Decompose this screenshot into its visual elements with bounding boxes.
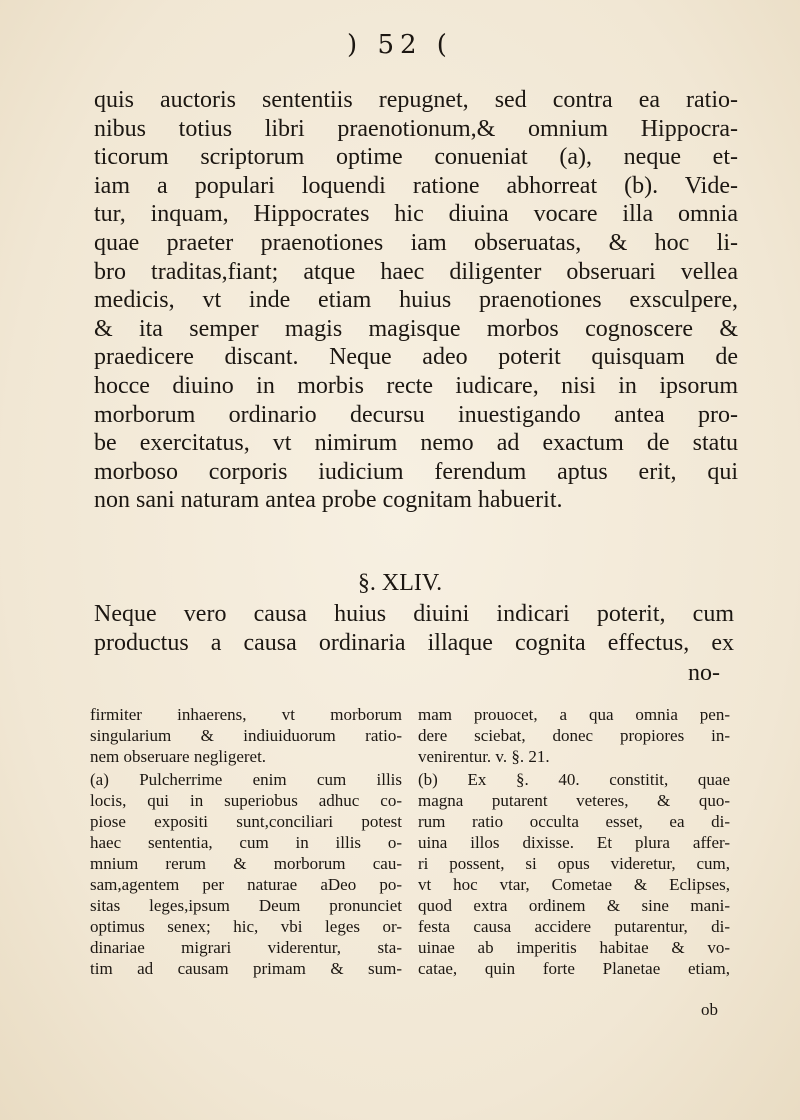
text-line: hocce diuino in morbis recte iudicare, nisi in ipsorum: [94, 372, 738, 399]
text-line: iam a populari loquendi ratione abhorreat (b). Vide-: [94, 172, 738, 199]
footnote-line: catae, quin forte Planetae etiam,: [418, 959, 730, 978]
text-line: tur, inquam, Hippocrates hic diuina vocare illa omnia: [94, 201, 738, 228]
section-paragraph: [94, 600, 734, 657]
page-number: ) 52 (: [347, 30, 453, 60]
text-line: morboso corporis iudicium ferendum aptus erit, qui: [94, 458, 738, 485]
footnote-line: haec sententia, cum in illis o-: [90, 833, 402, 852]
text-line: quae praeter praenotiones iam obseruatas, & hoc li-: [94, 229, 738, 256]
text-line: non sani naturam antea probe cognitam habuerit.: [94, 487, 563, 514]
footnote-line: singularium & indiuiduorum ratio-: [90, 726, 402, 745]
footnote-line: venirentur. v. §. 21.: [418, 747, 550, 766]
footnote-line: (b) Ex §. 40. constitit, quae: [418, 770, 730, 789]
text-line: be exercitatus, vt nimirum nemo ad exactum de statu: [94, 430, 738, 457]
main-text: [94, 86, 738, 515]
text-line: Neque vero causa huius diuini indicari poterit, cum: [94, 601, 734, 627]
footnote-line: tim ad causam primam & sum-: [90, 959, 402, 978]
footnote-line: (a) Pulcherrime enim cum illis: [90, 770, 402, 789]
text-line: medicis, vt inde etiam huius praenotiones exsculpere,: [94, 287, 738, 314]
text-line: bro traditas,fiant; atque haec diligenter obseruari vellea: [94, 258, 738, 285]
text-line: quis auctoris sententiis repugnet, sed contra ea ratio-: [94, 87, 738, 113]
text-line: morborum ordinario decursu inuestigando antea pro-: [94, 401, 738, 428]
text-line: nibus totius libri praenotionum,& omnium Hippocra-: [94, 115, 738, 142]
text-line: productus a causa ordinaria illaque cognita effectus, ex: [94, 629, 734, 656]
section-heading: §. XLIV.: [357, 570, 443, 596]
text-line: ticorum scriptorum optime conueniat (a), neque et-: [94, 144, 738, 171]
footnote-column-left: [90, 704, 402, 979]
footnote-line: rum ratio occulta esset, ea di-: [418, 812, 730, 831]
footnote-line: quod extra ordinem & sine mani-: [418, 896, 730, 915]
footnote-line: dere sciebat, donec propiores in-: [418, 726, 730, 745]
footnote-line: dinariae migrari viderentur, sta-: [90, 938, 402, 957]
footnote-line: uina illos dixisse. Et plura affer-: [418, 833, 730, 852]
catchword: no-: [688, 660, 720, 686]
footnote-line: firmiter inhaerens, vt morborum: [90, 705, 402, 724]
footnote-line: magna putarent veteres, & quo-: [418, 791, 730, 810]
footnote-line: festa causa accidere putarentur, di-: [418, 917, 730, 936]
footnote-line: piose expositi sunt,conciliari potest: [90, 812, 402, 831]
footnotes: [90, 704, 730, 979]
footnote-line: ri possent, si opus videretur, cum,: [418, 854, 730, 873]
text-line: & ita semper magis magisque morbos cognoscere &: [94, 315, 738, 342]
footnote-line: mnium rerum & morborum cau-: [90, 854, 402, 873]
footnote-column-right: [418, 704, 730, 979]
footnote-line: sitas leges,ipsum Deum pronunciet: [90, 896, 402, 915]
footnote-line: vt hoc vtar, Cometae & Eclipses,: [418, 875, 730, 894]
footnote-line: locis, qui in superiobus adhuc co-: [90, 791, 402, 810]
footnote-line: uinae ab imperitis habitae & vo-: [418, 938, 730, 957]
text-line: praedicere discant. Neque adeo poterit quisquam de: [94, 344, 738, 371]
footnote-catchword: ob: [701, 1000, 718, 1019]
footnote-line: optimus senex; hic, vbi leges or-: [90, 917, 402, 936]
footnote-line: mam prouocet, a qua omnia pen-: [418, 705, 730, 724]
footnote-line: sam,agentem per naturae aDeo po-: [90, 875, 402, 894]
footnote-line: nem obseruare negligeret.: [90, 747, 267, 766]
